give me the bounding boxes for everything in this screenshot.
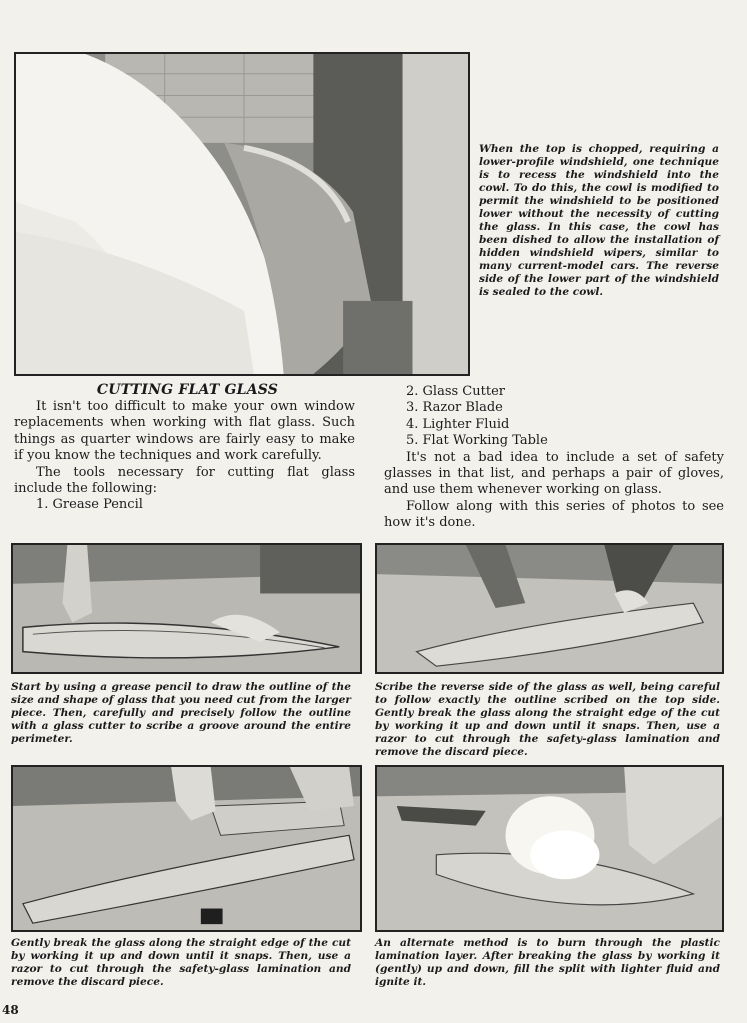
photo2-caption: Scribe the reverse side of the glass as well, being careful to follow exactly the outline scribed on the top side. Gently break the glass along the straight edge of the cut by working it up and down until it snaps. Then, use a razor to cut through the safety-glass lamination and remove the discard piece. — [375, 681, 720, 758]
photo-break-glass-image — [13, 767, 360, 930]
top-photo-caption: When the top is chopped, requiring a lower-profile windshield, one technique is to recess the windshield into the cowl. To do this, the cowl is modified to permit the windshield to be positioned lower without the necessity of cutting the glass. In this case, the cowl has been dished to allow the installation of hidden windshield wipers, similar to many current-model cars. The reverse side of the lower part of the windshield is sealed to the cowl. — [479, 143, 719, 298]
tools-list-start — [14, 497, 355, 513]
follow-paragraph: Follow along with this series of photos to see how it's done. — [384, 498, 724, 531]
tool-item-5: 5. Flat Working Table — [406, 433, 548, 449]
photo3-caption: Gently break the glass along the straight edge of the cut by working it up and down until it snaps. Then, use a razor to cut through the safety-glass lamination and remove the discard piece. — [11, 937, 351, 988]
photo-burn-lamination-image — [377, 767, 722, 930]
photo-grease-pencil — [11, 543, 362, 674]
tools-list-continued — [384, 384, 724, 450]
photo-scribe-reverse — [375, 543, 724, 674]
intro-paragraph: It isn't too difficult to make your own window replacements when working with flat glass. Such things as quarter windows are fairly easy to make if you know the techniques and work carefully. — [14, 399, 355, 464]
right-column-text — [384, 384, 724, 532]
tool-item-4: 4. Lighter Fluid — [406, 416, 510, 432]
photo1-caption: Start by using a grease pencil to draw the outline of the size and shape of glass that you need cut from the larger piece. Then, carefully and precisely follow the outline with a glass cutter to scribe a groove around the entire perimeter. — [11, 681, 351, 745]
safety-paragraph: It's not a bad idea to include a set of safety glasses in that list, and perhaps a pair of gloves, and use them whenever working on glass. — [384, 449, 724, 498]
section-heading: CUTTING FLAT GLASS — [96, 382, 279, 398]
photo-windshield-cowl — [14, 52, 470, 376]
left-column-text — [14, 399, 355, 514]
photo-windshield-cowl-image — [16, 54, 468, 374]
photo-burn-lamination — [375, 765, 724, 932]
page-number: 48 — [2, 1003, 19, 1017]
photo-scribe-reverse-image — [377, 545, 722, 672]
photo4-caption: An alternate method is to burn through the plastic lamination layer. After breaking the glass by working it (gently) up and down, fill the split with lighter fluid and ignite it. — [375, 937, 720, 988]
photo-break-glass — [11, 765, 362, 932]
tool-item-3: 3. Razor Blade — [406, 400, 503, 416]
tool-item-2: 2. Glass Cutter — [406, 384, 505, 399]
photo-grease-pencil-image — [13, 545, 360, 672]
tool-item-1: 1. Grease Pencil — [36, 497, 143, 513]
tools-paragraph: The tools necessary for cutting flat glass include the following: — [14, 464, 355, 497]
